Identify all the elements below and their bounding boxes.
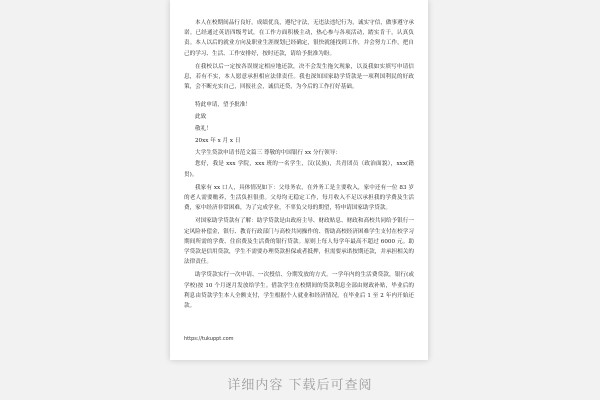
document-page	[170, 0, 428, 360]
salutation-jingli: 敬礼！	[195, 126, 212, 133]
greeting-paragraph: 您好，我是 xxx 学院，xxx 班的一名学生，汉(民族)，共青团员（政治面貌），xxx(籍贯)。	[184, 161, 414, 178]
closing-request: 特此申请，望予批准！	[195, 102, 251, 109]
paragraph: 我家有 xx 口人，具体情况如下：父母务农，在外务工是主要收入，家中还有一位 83 岁的老人需要赡养，生活负担很重。父母均无稳定工作，每月收入不足以承担我的学费及生活费，家中经济非常困难，为了完成学业，不辜负父母的期望，特申请国家助学贷款。	[184, 184, 414, 212]
paragraph: 助学贷款实行一次申请、一次授信、分期发放的方式。一学年内的生活费贷款，银行(或学校)按 10 个月逐月发放给学生。借款学生在校期间的贷款利息全部由财政补贴，毕业后的利息由贷款学生本人全额支付，学生根据个人就业和经济情况，在毕业后 1 至 2 年内开始还款。	[184, 272, 414, 310]
paragraph: 对国家助学贷款有了解：助学贷款是由政府主导、财政贴息、财政和高校共同给予银行一定风险补偿金，银行、教育行政部门与高校共同操作的、帮助高校经济困难学生支付在校学习期间所需的学费、住宿费及生活费的银行贷款。原则上每人每学年最高不超过 6000 元。助学贷款是信用贷款，学生不需要办理贷款担保或者抵押，但需要承诺按期还款，并承担相关的法律责任。	[184, 218, 414, 266]
date-line: 20xx 年 x 月 x 日	[195, 138, 241, 145]
download-caption: 详细内容 下载后可查阅	[227, 378, 373, 393]
section-heading: 大学生贷款申请书范文篇三 尊敬的中国银行 xx 分行领导：	[195, 150, 341, 157]
paragraph: 本人在校期间品行良好，成绩优良，遵纪守法，无违法违纪行为，诚实守信，做事遵守承诺。已经通过英语四级考试，在工作方面积极主动，热心参与各项活动，踏实肯干，认真负责。本人以后的就业方向及职业生涯规划已经确定，很快就能找到工作，并会努力工作，把自己的学习、生活、工作安排好，按时还款，请给予批准为盼。	[184, 20, 414, 57]
paragraph: 在我校以后一定按各误规定相应地还款，决不会发生拖欠现象，以及我如实填写申请信息，若有不实，本人愿意承担相应法律责任。我也深知国家助学贷款是一项利国利民的好政策，会不断充实自己，回报社会，诚信还贷，为今后的工作打好基础。	[184, 63, 414, 91]
salutation-cizhi: 此致	[195, 114, 207, 121]
source-url[interactable]: https://tukuppt.com	[184, 336, 234, 342]
